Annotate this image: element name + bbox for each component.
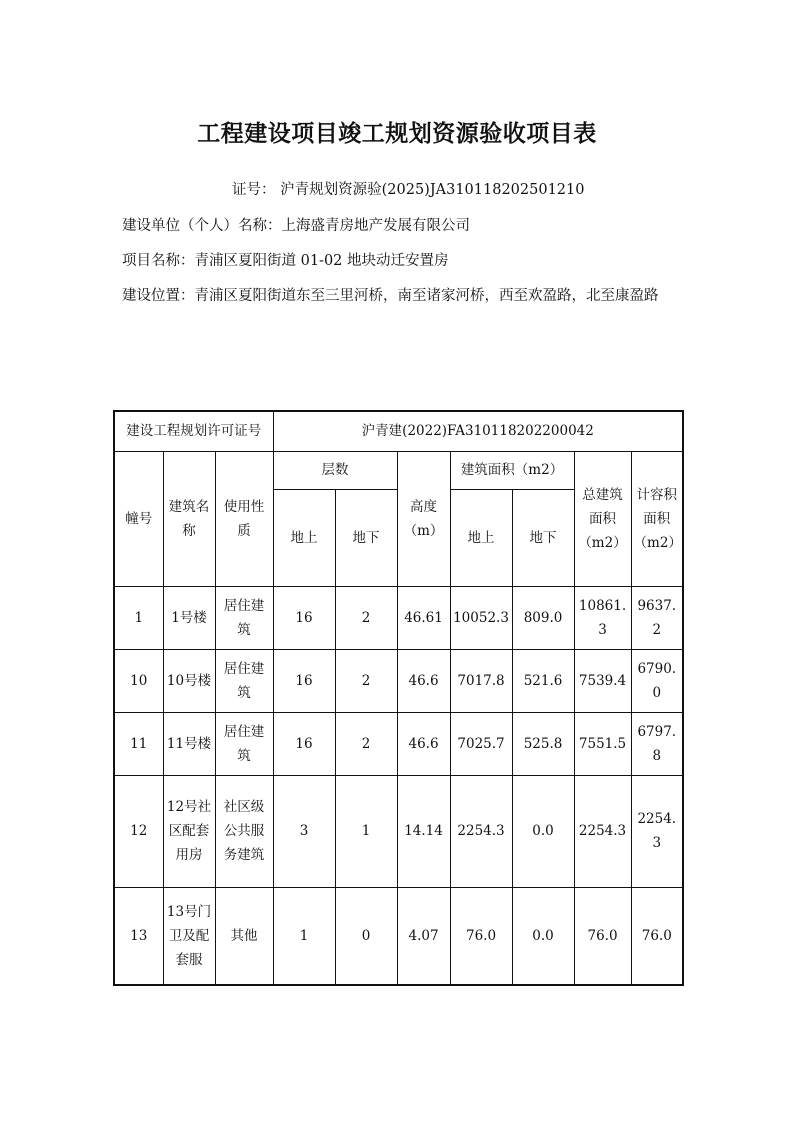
construction-unit: 建设单位（个人）名称：上海盛青房地产发展有限公司 [122, 218, 470, 234]
cell-height: 46.6 [397, 712, 450, 775]
cell-floors-below: 2 [335, 649, 397, 712]
permit-label: 建设工程规划许可证号 [114, 411, 273, 451]
cell-area-above: 10052.3 [450, 586, 512, 649]
cell-total: 10861.3 [574, 586, 631, 649]
cell-total: 7539.4 [574, 649, 631, 712]
cell-floors-below: 0 [335, 887, 397, 985]
header-floors-above: 地上 [273, 489, 335, 586]
table-row [114, 887, 683, 985]
project-name: 项目名称：青浦区夏阳街道 01-02 地块动迁安置房 [122, 253, 449, 269]
cell-height: 46.61 [397, 586, 450, 649]
cell-no: 1 [114, 586, 163, 649]
cell-area-below: 809.0 [512, 586, 574, 649]
header-building-name: 建筑名称 [163, 451, 215, 586]
cell-no: 13 [114, 887, 163, 985]
cell-area-above: 76.0 [450, 887, 512, 985]
header-area-above: 地上 [450, 489, 512, 586]
header-use: 使用性质 [215, 451, 273, 586]
cell-no: 11 [114, 712, 163, 775]
cell-name: 1号楼 [163, 586, 215, 649]
header-building-no: 幢号 [114, 451, 163, 586]
cell-name: 12号社区配套用房 [163, 775, 215, 887]
cell-use: 其他 [215, 887, 273, 985]
cell-far: 6790.0 [631, 649, 683, 712]
table-row [114, 649, 683, 712]
table-row [114, 586, 683, 649]
cell-total: 2254.3 [574, 775, 631, 887]
cell-far: 6797.8 [631, 712, 683, 775]
header-total-area: 总建筑面积（m2） [574, 451, 631, 586]
header-area: 建筑面积（m2） [450, 451, 574, 489]
header-height: 高度（m） [397, 451, 450, 586]
cell-total: 7551.5 [574, 712, 631, 775]
construction-location: 建设位置：青浦区夏阳街道东至三里河桥，南至诸家河桥，西至欢盈路，北至康盈路 [122, 288, 659, 304]
cell-floors-below: 2 [335, 586, 397, 649]
cell-area-below: 0.0 [512, 887, 574, 985]
cell-use: 社区级公共服务建筑 [215, 775, 273, 887]
header-floors: 层数 [273, 451, 397, 489]
cell-area-above: 7025.7 [450, 712, 512, 775]
cell-area-below: 525.8 [512, 712, 574, 775]
cell-name: 13号门卫及配套服 [163, 887, 215, 985]
document-title: 工程建设项目竣工规划资源验收项目表 [197, 120, 597, 147]
cell-area-above: 7017.8 [450, 649, 512, 712]
cell-far: 2254.3 [631, 775, 683, 887]
cell-floors-below: 1 [335, 775, 397, 887]
cell-name: 11号楼 [163, 712, 215, 775]
cell-total: 76.0 [574, 887, 631, 985]
table-row [114, 775, 683, 887]
cell-name: 10号楼 [163, 649, 215, 712]
cell-use: 居住建筑 [215, 586, 273, 649]
cell-height: 46.6 [397, 649, 450, 712]
cell-far: 76.0 [631, 887, 683, 985]
cell-floors-above: 16 [273, 586, 335, 649]
cell-area-above: 2254.3 [450, 775, 512, 887]
certificate-number: 证号： 沪青规划资源验(2025)JA310118202501210 [232, 182, 585, 198]
cell-height: 14.14 [397, 775, 450, 887]
cell-height: 4.07 [397, 887, 450, 985]
cell-far: 9637.2 [631, 586, 683, 649]
cell-no: 12 [114, 775, 163, 887]
cell-floors-below: 2 [335, 712, 397, 775]
header-area-below: 地下 [512, 489, 574, 586]
header-far-area: 计容积面积（m2） [631, 451, 683, 586]
cell-no: 10 [114, 649, 163, 712]
cell-floors-above: 16 [273, 649, 335, 712]
cell-floors-above: 16 [273, 712, 335, 775]
permit-value: 沪青建(2022)FA310118202200042 [273, 411, 683, 451]
cell-area-below: 0.0 [512, 775, 574, 887]
cell-floors-above: 3 [273, 775, 335, 887]
cell-area-below: 521.6 [512, 649, 574, 712]
acceptance-table [113, 410, 684, 986]
cell-floors-above: 1 [273, 887, 335, 985]
cell-use: 居住建筑 [215, 649, 273, 712]
table-row [114, 712, 683, 775]
cell-use: 居住建筑 [215, 712, 273, 775]
header-floors-below: 地下 [335, 489, 397, 586]
